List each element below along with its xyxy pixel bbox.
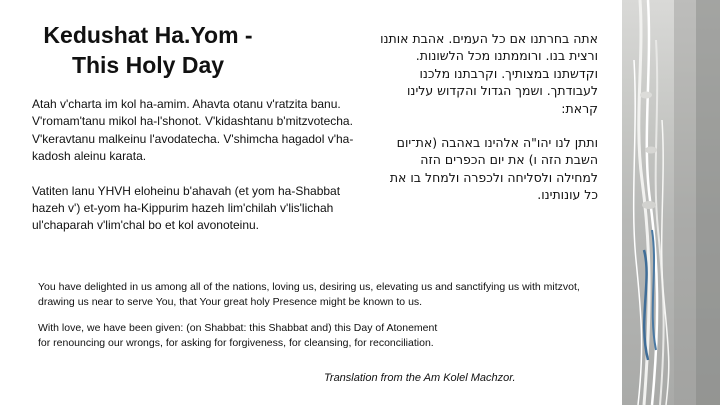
transliteration-paragraph-1: Atah v'charta im kol ha-amim. Ahavta otanu v'ratzita banu. V'romam'tanu mikol ha-l'shonot. V'kidashtanu b'mitzvotecha. V'keravtanu malkeinu l'avodatecha. V'shimcha hagadol v'ha-kadosh aleinu karata. [32, 97, 354, 164]
hebrew-line: לעבודתך. ושמך הגדול והקדוש עלינו [407, 83, 598, 99]
title-line-1: Kedushat Ha.Yom - [43, 22, 253, 48]
hebrew-line: אתה בחרתנו אם כל העמים. אהבת אותנו [380, 31, 598, 46]
transliteration-paragraph-2: Vatiten lanu YHVH eloheinu b'ahavah (et yom ha-Shabbat hazeh v') et-yom ha-Kippurim hazeh lim'chilah v'lis'lichah ul'chaparah v'lim'chal bo et kol avonoteinu. [32, 183, 341, 233]
tallit-fringes-image [622, 0, 720, 405]
hebrew-line: למחילה ולסליחה ולכפרה ולמחל בו את [389, 169, 598, 185]
translation-credit: Translation from the Am Kolel Machzor. [324, 372, 516, 384]
hebrew-line: ורצית בנו. ורוממתנו מכל הלשונות. [415, 48, 598, 64]
hebrew-line: קראת: [561, 100, 598, 116]
title-line-2: This Holy Day [71, 52, 225, 78]
english-paragraph-2-line-1: With love, we have been given: (on Shabbat: this Shabbat and) this Day of Atonement [38, 322, 438, 334]
hebrew-text [328, 30, 598, 204]
hebrew-line: כל עונותינו. [537, 187, 598, 203]
english-paragraph-2-line-2: for renouncing our wrongs, for asking for forgiveness, for cleansing, for reconciliation. [38, 337, 434, 349]
english-translation [38, 280, 598, 362]
transliteration-text [32, 96, 362, 235]
hebrew-line: השבת הזה ו) את יום הכפרים הזה [420, 152, 598, 168]
english-paragraph-2 [38, 321, 598, 351]
page-title [8, 20, 288, 80]
hebrew-line: וקדשתנו במצותיך. וקרבתנו מלכנו [419, 65, 598, 81]
english-paragraph-1: You have delighted in us among all of the nations, loving us, desiring us, elevating us and sanctifying us with mitzvot, drawing us near to serve You, that Your great holy Presence might be known to us. [38, 281, 580, 308]
hebrew-line: ותתן לנו יהו"ה אלהינו באהבה (את־יום [396, 135, 598, 151]
